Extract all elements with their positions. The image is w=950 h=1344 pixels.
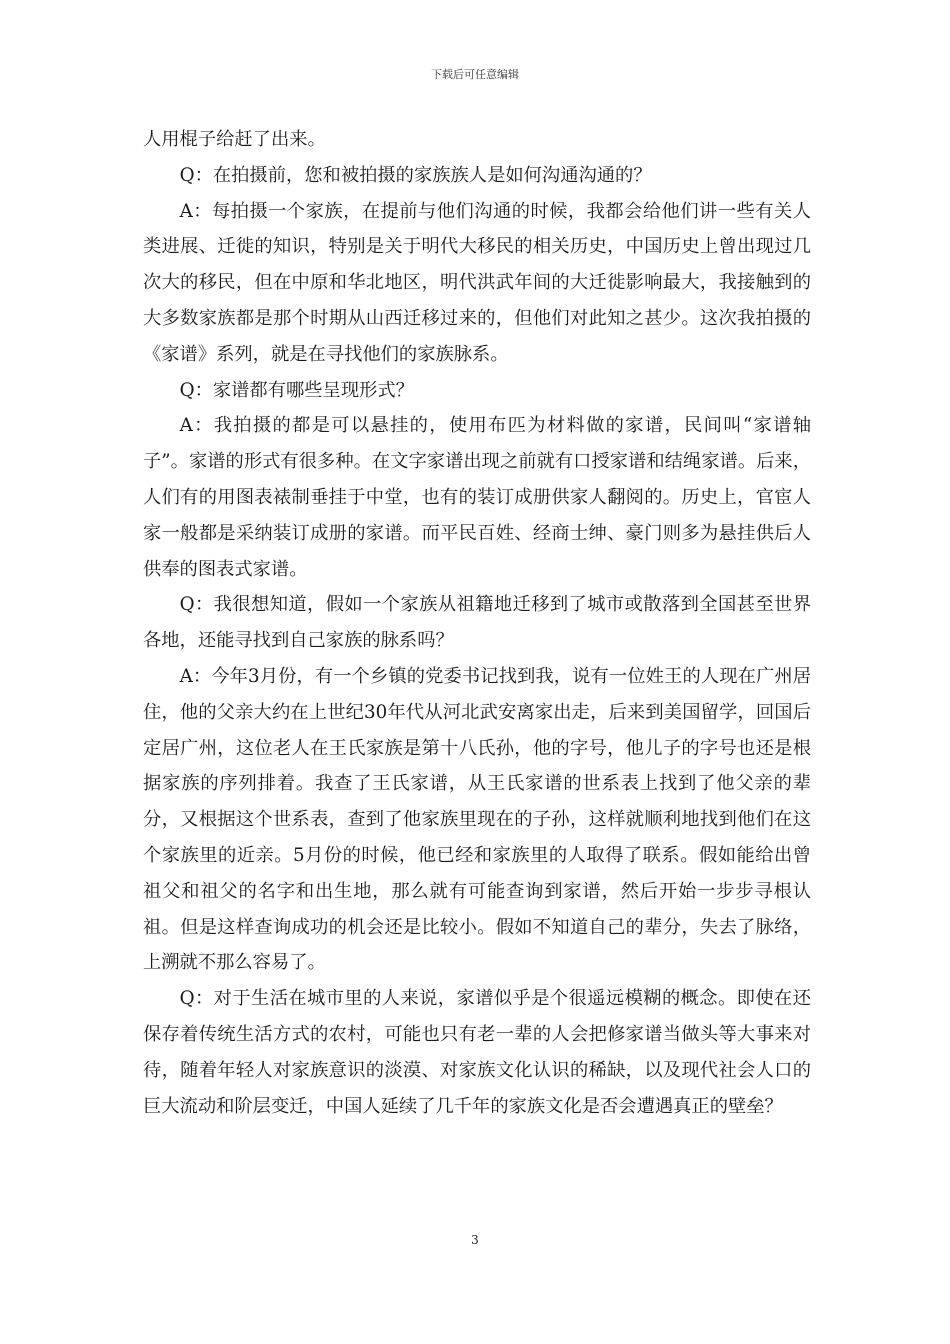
answer-paragraph-3: A：今年3月份，有一个乡镇的党委书记找到我，说有一位姓王的人现在广州居住，他的父亲大约在上世纪30年代从河北武安离家出走，后来到美国留学，回国后定居广州，这位老人在王氏家族是第十八氏孙，他的字号，他儿子的字号也还是根据家族的序列排着。我查了王氏家谱，从王氏家谱的世系表上找到了他父亲的辈分，又根据这个世系表，查到了他家族里现在的子孙，这样就顺利地找到他们在这个家族里的近亲。5月份的时候，他已经和家族里的人取得了联系。假如能给出曾祖父和祖父的名字和出生地，那么就有可能查询到家谱，然后开始一步步寻根认祖。但是这样查询成功的机会还是比较小。假如不知道自己的辈分，失去了脉络，上溯就不那么容易了。 — [143, 665, 811, 974]
question-paragraph-2: Q：家谱都有哪些呈现形式？ — [179, 379, 414, 401]
answer-paragraph-2: A：我拍摄的都是可以悬挂的，使用布匹为材料做的家谱，民间叫“家谱轴子”。家谱的形式有很多种。在文字家谱出现之前就有口授家谱和结绳家谱。后来，人们有的用图表裱制垂挂于中堂，也有的装订成册供家人翻阅的。历史上，官宦人家一般都是采纳装订成册的家谱。而平民百姓、经商士绅、豪门则多为悬挂供后人供奉的图表式家谱。 — [143, 415, 811, 580]
page-number: 3 — [471, 1233, 479, 1247]
article-body — [143, 122, 811, 1124]
question-paragraph-4: Q：对于生活在城市里的人来说，家谱似乎是个很遥远模糊的概念。即使在还保存着传统生活方式的农村，可能也只有老一辈的人会把修家谱当做头等大事来对待，随着年轻人对家族意识的淡漠、对家族文化认识的稀缺，以及现代社会人口的巨大流动和阶层变迁，中国人延续了几千年的家族文化是否会遭遇真正的壁垒？ — [143, 988, 811, 1117]
question-paragraph-1: Q：在拍摄前，您和被拍摄的家族族人是如何沟通沟通的？ — [179, 164, 652, 186]
paragraph-1: 人用棍子给赶了出来。 — [143, 129, 326, 150]
page-header: 下载后可任意编辑 — [431, 68, 519, 81]
question-paragraph-3: Q：我很想知道，假如一个家族从祖籍地迁移到了城市或散落到全国甚至世界各地，还能寻找到自己家族的脉系吗？ — [143, 594, 811, 652]
answer-paragraph-1: A：每拍摄一个家族，在提前与他们沟通的时候，我都会给他们讲一些有关人类进展、迁徙的知识，特别是关于明代大移民的相关历史，中国历史上曾出现过几次大的移民，但在中原和华北地区，明代洪武年间的大迁徙影响最大，我接触到的大多数家族都是那个时期从山西迁移过来的，但他们对此知之甚少。这次我拍摄的《家谱》系列，就是在寻找他们的家族脉系。 — [143, 200, 811, 365]
